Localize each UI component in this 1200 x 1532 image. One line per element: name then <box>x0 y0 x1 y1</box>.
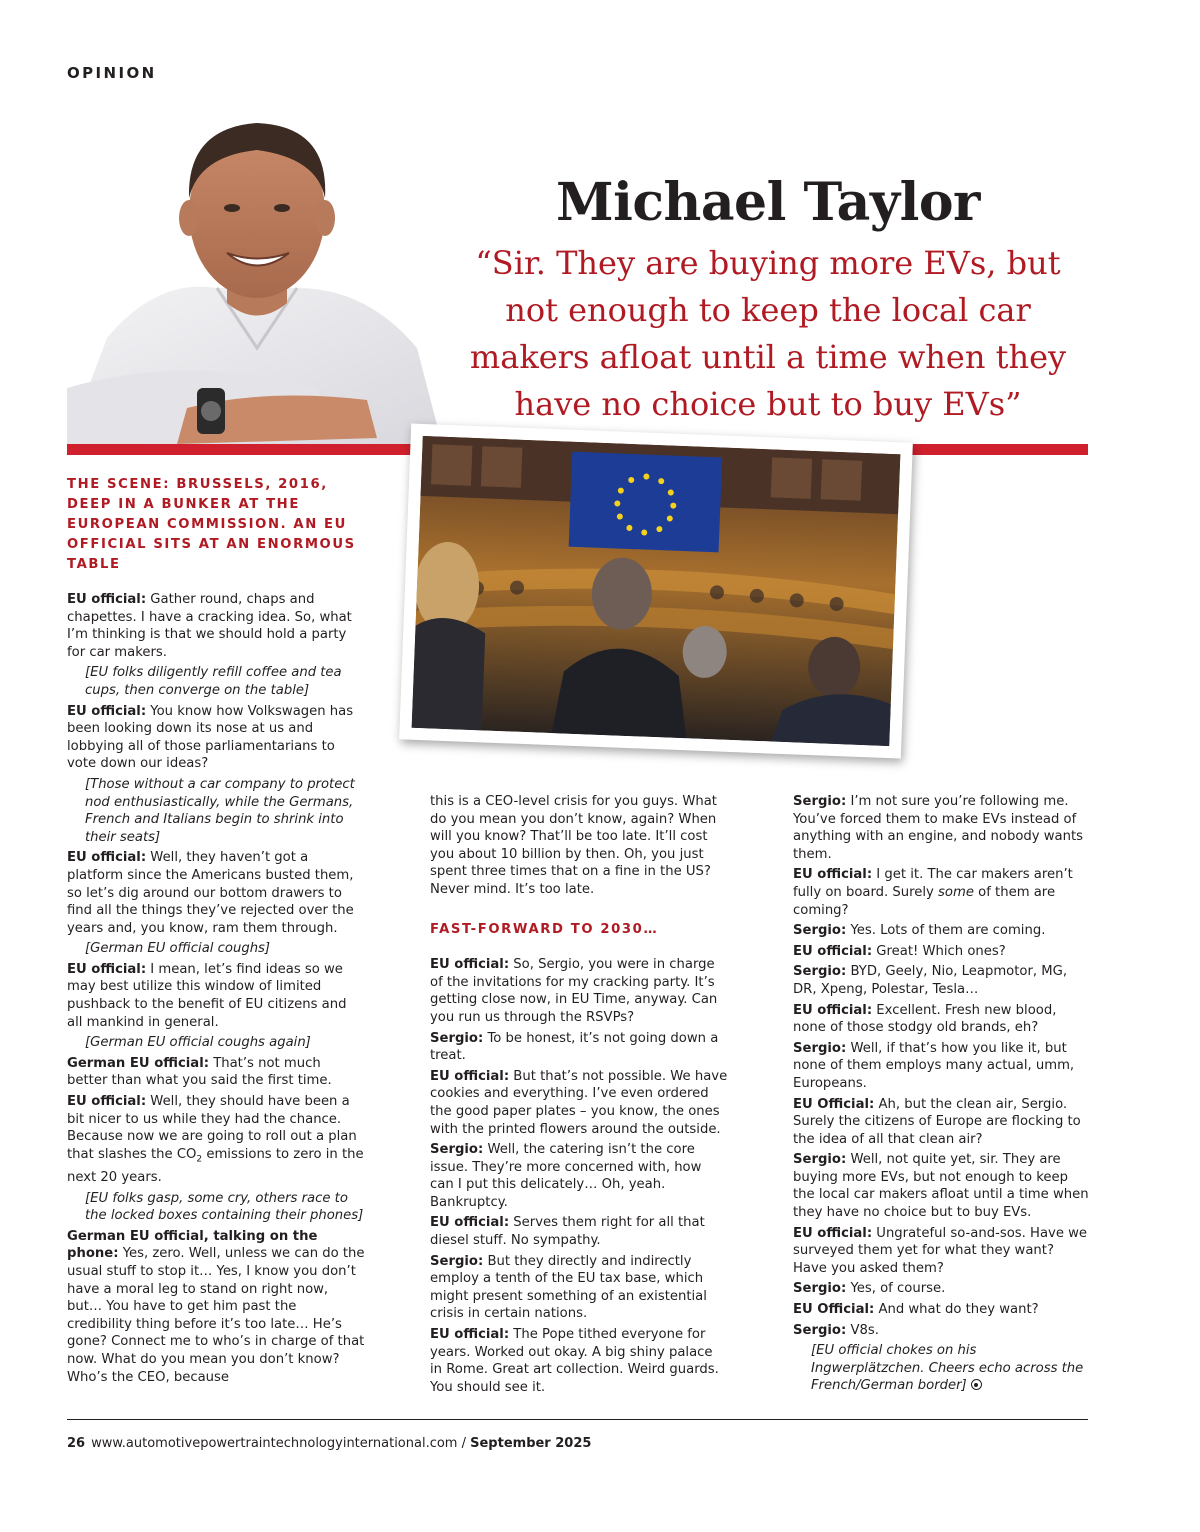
dialogue-line: EU official: Gather round, chaps and chapettes. I have a cracking idea. So, what I’m thinking is that we should hold a party for car makers. <box>67 592 352 660</box>
subheading: FAST-FORWARD TO 2030… <box>430 921 659 937</box>
speaker: EU official: <box>67 592 147 607</box>
dialogue-line: EU official: But that’s not possible. We have cookies and everything. I’ve even ordered the good paper plates – you know, the ones with the printed flowers around the outside. <box>430 1068 728 1137</box>
column-1 <box>67 475 365 1389</box>
subscript: 2 <box>196 1154 203 1165</box>
speaker: EU Official: <box>793 1096 875 1112</box>
emphasis: some <box>938 884 974 900</box>
speaker: EU official: <box>793 867 873 883</box>
footer-divider <box>67 1419 1088 1420</box>
scene-heading: THE SCENE: BRUSSELS, 2016, DEEP IN A BUNKER AT THE EUROPEAN COMMISSION. AN EU OFFICIAL SITS AT AN ENORMOUS TABLE <box>67 477 356 572</box>
speaker: Sergio: <box>793 964 847 980</box>
dialogue-line: German EU official: That’s not much better than what you said the first time. <box>67 1055 332 1089</box>
dialogue-line: EU official: Serves them right for all that diesel stuff. No sympathy. <box>430 1215 705 1249</box>
dialogue-line: Sergio: I’m not sure you’re following me. You’ve forced them to make EVs instead of anything with an engine, and nobody wants them. <box>793 794 1084 862</box>
parliament-photo-frame <box>399 423 913 758</box>
dialogue-line: Sergio: Well, the catering isn’t the core issue. They’re more concerned with, how can I put this delicately… Oh, yeah. Bankruptcy. <box>430 1142 702 1210</box>
stage-direction: [German EU official coughs] <box>85 941 271 957</box>
dialogue-line: EU Official: Ah, but the clean air, Sergio. Surely the citizens of Europe are flocking to the idea of all that clean air? <box>793 1096 1081 1147</box>
speaker: EU official: <box>430 1068 510 1084</box>
author-portrait <box>67 88 442 444</box>
speaker: Sergio: <box>793 923 847 939</box>
dialogue-line: German EU official, talking on the phone: Yes, zero. Well, unless we can do the usual stuff to stop it… Yes, I know you don’t have a moral leg to stand on right now, but… You have to get him past the credibility thing before it’s too late… He’s gone? Connect me to who’s in charge of that now. What do you mean you don’t know? Who’s the CEO, because <box>67 1228 365 1385</box>
dialogue-line: Sergio: To be honest, it’s not going down a treat. <box>430 1030 719 1064</box>
speaker: EU official: <box>67 703 147 719</box>
stage-direction: [EU folks diligently refill coffee and tea cups, then converge on the table] <box>85 665 342 698</box>
speaker: EU Official: <box>793 1302 875 1318</box>
dialogue-line: Sergio: But they directly and indirectly employ a tenth of the EU tax base, which might present something of an existential crisis in certain nations. <box>430 1253 707 1322</box>
continued-text: this is a CEO-level crisis for you guys. What do you mean you don’t know, again? When will you know? That’ll be too late. It’ll cost you about 10 billion by then. Oh, you just spent three times that on a fine in the US? Never mind. It’s too late. <box>430 794 717 897</box>
parliament-photo <box>412 436 901 746</box>
dialogue-line: EU official: Great! Which ones? <box>793 943 1006 959</box>
dialogue-line: EU official: Well, they should have been a bit nicer to us while they had the chance. Because now we are going to roll out a plan that slashes the $CO_2$ emissions to zero in the next 20 years. <box>67 1094 364 1186</box>
speaker: Sergio: <box>793 1152 847 1168</box>
speaker: EU official: <box>430 957 510 973</box>
speaker: EU official: <box>793 1225 873 1241</box>
speaker: Sergio: <box>793 1322 847 1338</box>
stage-direction: [EU folks gasp, some cry, others race to the locked boxes containing their phones] <box>85 1190 364 1224</box>
dialogue-line: EU official: Ungrateful so-and-sos. Have we surveyed them yet for what they want? Have you asked them? <box>793 1225 1088 1276</box>
speaker: German EU official, talking on the phone: <box>67 1228 318 1262</box>
speaker: Sergio: <box>793 794 847 809</box>
stage-direction: [German EU official coughs again] <box>85 1035 311 1051</box>
column-3 <box>793 793 1091 1398</box>
speaker: EU official: <box>430 1215 510 1231</box>
speaker: Sergio: <box>793 1040 847 1056</box>
page-number: 26 <box>67 1436 86 1451</box>
dialogue-line: EU official: So, Sergio, you were in charge of the invitations for my cracking party. It’s getting close now, in EU Time, anyway. Can you run us through the RSVPs? <box>430 957 718 1025</box>
speaker: German EU official: <box>67 1055 209 1071</box>
dialogue-line: Sergio: V8s. <box>793 1322 879 1338</box>
stage-direction: [EU official chokes on his Ingwerplätzchen. Cheers echo across the French/German border] <box>811 1343 1084 1394</box>
dialogue-line: EU official: I mean, let’s find ideas so we may best utilize this window of limited pushback to the benefit of EU citizens and all mankind in general. <box>67 961 347 1030</box>
speaker: EU official: <box>793 943 873 959</box>
speaker: EU official: <box>67 850 147 866</box>
speaker: Sergio: <box>430 1253 484 1269</box>
end-of-article-icon <box>971 1379 982 1390</box>
speaker: EU official: <box>793 1002 873 1018</box>
dialogue-line: Sergio: Well, not quite yet, sir. They are buying more EVs, but not enough to keep the local car makers afloat until a time when they have no choice but to buy EVs. <box>793 1152 1089 1221</box>
dialogue-line: Sergio: Well, if that’s how you like it, but none of them employs many actual, umm, Europeans. <box>793 1040 1075 1091</box>
footer <box>67 1436 591 1451</box>
issue-date: September 2025 <box>470 1436 592 1451</box>
footer-url: www.automotivepowertraintechnologyinternational.com / <box>91 1436 471 1451</box>
speaker: Sergio: <box>430 1142 484 1158</box>
author-name: Michael Taylor <box>556 172 980 233</box>
dialogue-line: EU official: The Pope tithed everyone for years. Worked out okay. A big shiny palace in Rome. Great art collection. Weird guards. You should see it. <box>430 1327 719 1395</box>
dialogue-line: Sergio: Yes, of course. <box>793 1281 946 1297</box>
section-label: OPINION <box>67 64 157 82</box>
dialogue-line: EU official: You know how Volkswagen has been looking down its nose at us and lobbying all of those parliamentarians to vote down our ideas? <box>67 703 354 772</box>
speaker: EU official: <box>67 961 147 977</box>
dialogue-line: Sergio: BYD, Geely, Nio, Leapmotor, MG, DR, Xpeng, Polestar, Tesla… <box>793 964 1068 997</box>
dialogue-line: EU official: I get it. The car makers aren’t fully on board. Surely some of them are coming? <box>793 867 1073 918</box>
speaker: Sergio: <box>793 1281 847 1297</box>
pull-quote: “Sir. They are buying more EVs, but not enough to keep the local car makers afloat until a time when they have no choice but to buy EVs” <box>469 244 1067 423</box>
dialogue-line: Sergio: Yes. Lots of them are coming. <box>793 923 1046 939</box>
column-2 <box>430 793 728 1399</box>
dialogue-line: EU official: Well, they haven’t got a platform since the Americans busted them, so let’s dig around our bottom drawers to find all the things they’ve rejected over the years and, you know, ram them through. <box>67 850 354 936</box>
dialogue-line: EU official: Excellent. Fresh new blood, none of those stodgy old brands, eh? <box>793 1002 1057 1036</box>
speaker: EU official: <box>430 1327 510 1343</box>
speaker: Sergio: <box>430 1030 484 1046</box>
dialogue-line: EU Official: And what do they want? <box>793 1302 1039 1318</box>
stage-direction: [Those without a car company to protect nod enthusiastically, while the Germans, French and Italians begin to shrink into their seats] <box>85 776 355 845</box>
speaker: EU official: <box>67 1094 147 1110</box>
